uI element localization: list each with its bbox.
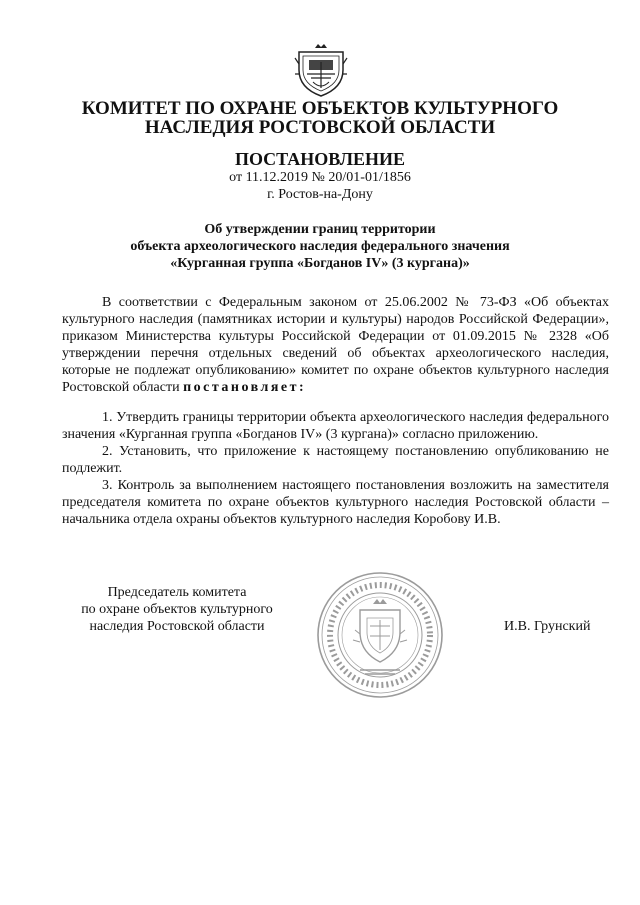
signatory-name: И.В. Грунский: [504, 619, 591, 634]
subject-line1: Об утверждении границ территории: [204, 222, 436, 237]
decree-word: постановляет:: [183, 380, 307, 395]
organization-name: [0, 99, 640, 137]
decree-item-1: 1. Утвердить границы территории объекта археологического наследия федерального значения «Курганная группа «Богданов IV» (3 кургана)» согласно приложению.: [62, 410, 609, 442]
decree-item-3: 3. Контроль за выполнением настоящего постановления возложить на заместителя председателя комитета по охране объектов культурного наследия Ростовской области – начальника отдела охраны объектов культурного наследия Коробову И.В.: [62, 478, 609, 527]
signatory-title-line3: наследия Ростовской области: [89, 619, 265, 634]
decree-items: [62, 409, 609, 528]
document-date-number: от 11.12.2019 № 20/01-01/1856: [229, 170, 411, 185]
preamble-paragraph: [62, 294, 609, 396]
decree-item-2: 2. Установить, что приложение к настоящему постановлению опубликованию не подлежит.: [62, 444, 609, 476]
signatory-title-line1: Председатель комитета: [107, 585, 247, 600]
document-type: ПОСТАНОВЛЕНИЕ: [234, 149, 406, 169]
subject-line2: объекта археологического наследия федерального значения: [130, 239, 510, 254]
subject-line3: «Курганная группа «Богданов IV» (3 кургана)»: [170, 256, 470, 271]
signatory-title: [62, 584, 292, 635]
document-city: г. Ростов-на-Дону: [267, 187, 373, 202]
official-seal-stamp: [315, 570, 445, 700]
preamble-text: В соответствии с Федеральным законом от 25.06.2002 № 73-ФЗ «Об объектах культурного наследия (памятниках истории и культуры) народов Российской Федерации», приказом Министерства культуры Российской Федерации от 01.09.2015 № 2328 «Об утверждении перечня отдельных сведений об объектах археологического наследия, которые не подлежат опубликованию» комитет по охране объектов культурного наследия Ростовской области: [62, 295, 609, 395]
document-subject: [0, 221, 640, 272]
rostov-coat-of-arms-emblem: [293, 44, 349, 98]
signatory-title-line2: по охране объектов культурного: [81, 602, 273, 617]
organization-name-line1: КОМИТЕТ ПО ОХРАНЕ ОБЪЕКТОВ КУЛЬТУРНОГО: [81, 98, 559, 119]
organization-name-line2: НАСЛЕДИЯ РОСТОВСКОЙ ОБЛАСТИ: [144, 117, 496, 138]
